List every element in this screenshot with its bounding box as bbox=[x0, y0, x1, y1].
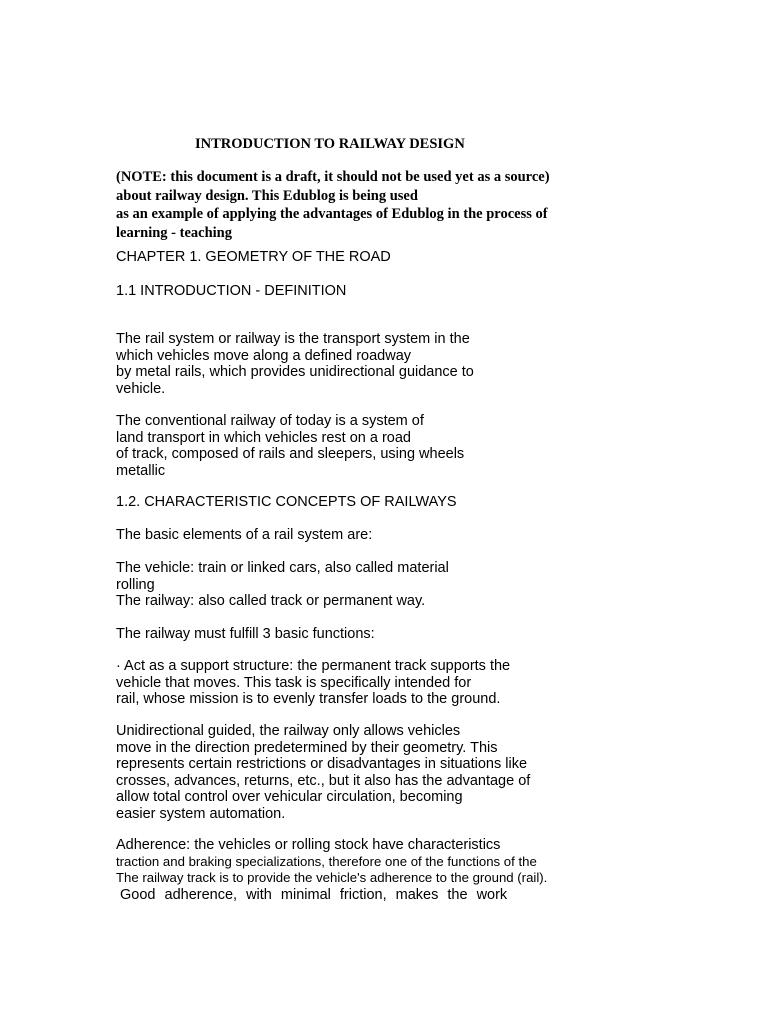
paragraph-vehicle-railway bbox=[116, 560, 449, 610]
section-heading-1-2: 1.2. CHARACTERISTIC CONCEPTS OF RAILWAYS bbox=[116, 494, 457, 510]
paragraph-line: represents certain restrictions or disadvantages in situations like bbox=[116, 756, 528, 772]
paragraph-line: The railway track is to provide the vehicle's adherence to the ground (rail). bbox=[116, 870, 548, 885]
paragraph-line: traction and braking specializations, therefore one of the functions of the bbox=[116, 853, 537, 869]
paragraph-conventional-railway bbox=[116, 413, 464, 479]
paragraph-line: land transport in which vehicles rest on a road bbox=[116, 429, 411, 446]
paragraph-line: by metal rails, which provides unidirectional guidance to bbox=[116, 364, 474, 380]
paragraph-line: rolling bbox=[116, 576, 155, 593]
paragraph-line: vehicle that moves. This task is specifically intended for bbox=[116, 674, 472, 691]
paragraph-line: The rail system or railway is the transport system in the bbox=[116, 331, 470, 347]
note-line: about railway design. This Edublog is being used bbox=[116, 187, 418, 204]
paragraph-line: · Act as a support structure: the permanent track supports the bbox=[116, 658, 511, 674]
paragraph-line: which vehicles move along a defined roadway bbox=[116, 347, 412, 364]
functions-intro-text: The railway must fulfill 3 basic functions: bbox=[116, 626, 375, 642]
paragraph-line: vehicle. bbox=[116, 380, 166, 397]
paragraph-line: easier system automation. bbox=[116, 805, 286, 822]
basic-elements-text: The basic elements of a rail system are: bbox=[116, 527, 373, 543]
paragraph-line: of track, composed of rails and sleepers, using wheels bbox=[116, 446, 465, 462]
paragraph-line: move in the direction predetermined by their geometry. This bbox=[116, 739, 498, 756]
paragraph-line: rail, whose mission is to evenly transfer loads to the ground. bbox=[116, 691, 501, 707]
draft-note bbox=[116, 168, 550, 242]
paragraph-line: The conventional railway of today is a system of bbox=[116, 413, 424, 429]
paragraph-line: Unidirectional guided, the railway only allows vehicles bbox=[116, 723, 461, 739]
paragraph-unidirectional-guided bbox=[116, 723, 530, 822]
paragraph-rail-system bbox=[116, 331, 474, 397]
document-title: INTRODUCTION TO RAILWAY DESIGN bbox=[195, 136, 465, 152]
note-line: as an example of applying the advantages of Edublog in the process of bbox=[116, 206, 548, 222]
paragraph-line: The railway: also called track or permanent way. bbox=[116, 593, 426, 609]
paragraph-adherence bbox=[116, 837, 547, 903]
paragraph-line: Adherence: the vehicles or rolling stock have characteristics bbox=[116, 837, 501, 853]
paragraph-line: allow total control over vehicular circulation, becoming bbox=[116, 789, 463, 805]
section-heading-1-1: 1.1 INTRODUCTION - DEFINITION bbox=[116, 283, 347, 299]
chapter-heading: CHAPTER 1. GEOMETRY OF THE ROAD bbox=[116, 249, 391, 265]
paragraph-support-structure bbox=[116, 658, 510, 708]
paragraph-line: The vehicle: train or linked cars, also called material bbox=[116, 560, 449, 576]
paragraph-line: Good adherence, with minimal friction, makes the work bbox=[120, 886, 508, 903]
note-line: (NOTE: this document is a draft, it should not be used yet as a source) bbox=[116, 169, 550, 185]
paragraph-line: crosses, advances, returns, etc., but it also has the advantage of bbox=[116, 772, 531, 789]
paragraph-line: metallic bbox=[116, 462, 166, 479]
note-line: learning - teaching bbox=[116, 224, 232, 241]
